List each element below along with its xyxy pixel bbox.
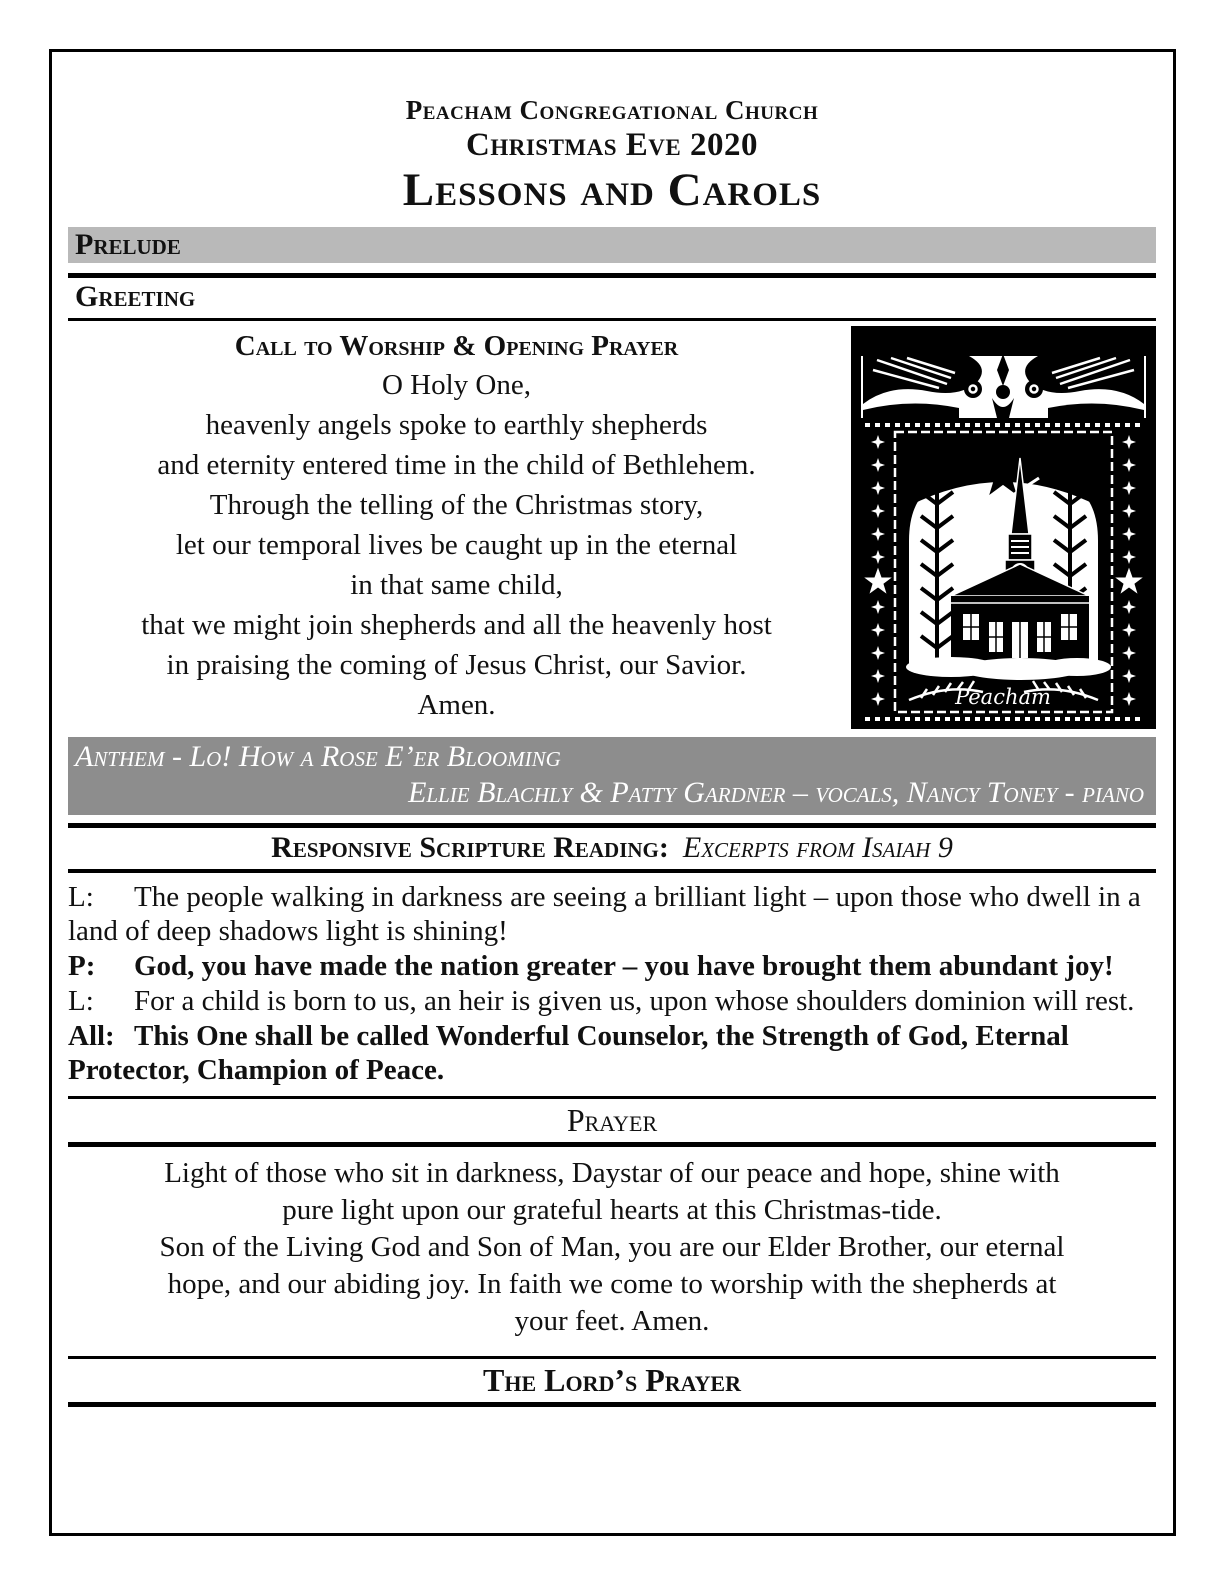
responsive-reading-heading (68, 823, 1156, 873)
call-to-worship-section (68, 326, 851, 729)
responsive-reading-subtitle: Excerpts from Isaiah 9 (682, 831, 953, 864)
responsive-reading-title: Responsive Scripture Reading: (271, 831, 669, 864)
page-title: Lessons and Carols (402, 164, 822, 216)
speaker-label: All: (68, 1020, 115, 1052)
church-papercut-artwork (851, 326, 1156, 729)
reading-text: God, you have made the nation greater – you have brought them abundant joy! (134, 950, 1114, 982)
church-name: Peacham Congregational Church (405, 95, 819, 125)
reading-entry (68, 984, 1156, 1018)
reading-text: This One shall be called Wonderful Counselor, the Strength of God, Eternal Protector, Champion of Peace. (68, 1020, 1069, 1086)
prayer-paragraph: Light of those who sit in darkness, Daystar of our peace and hope, shine with pure light upon our grateful hearts at this Christmas-tide. (164, 1157, 1060, 1226)
section-prayer-heading: Prayer (68, 1096, 1156, 1147)
responsive-reading-body (68, 873, 1156, 1090)
reading-text: The people walking in darkness are seeing a brilliant light – upon those who dwell in a land of deep shadows light is shining! (68, 881, 1141, 947)
event-name: Christmas Eve 2020 (466, 127, 758, 163)
section-lords-prayer: The Lord’s Prayer (68, 1356, 1156, 1407)
call-to-worship-heading: Call to Worship & Opening Prayer (234, 330, 679, 362)
prayer-paragraph: Son of the Living God and Son of Man, you are our Elder Brother, our eternal hope, and our abiding joy. In faith we come to worship with the shepherds at your feet. Amen. (159, 1231, 1065, 1337)
artwork-script-text: Peacham (955, 685, 1051, 709)
anthem-performers: Ellie Blachly & Patty Gardner – vocals, Nancy Toney - piano (408, 776, 1144, 809)
prayer-body (68, 1147, 1156, 1344)
section-anthem (68, 737, 1156, 815)
section-prelude: Prelude (68, 227, 1156, 263)
reading-entry (68, 949, 1156, 983)
speaker-label: P: (68, 950, 96, 982)
reading-text: For a child is born to us, an heir is given us, upon whose shoulders dominion will rest. (134, 985, 1135, 1017)
speaker-label: L: (68, 985, 94, 1017)
program-page (68, 49, 1156, 1407)
speaker-label: L: (68, 881, 94, 913)
call-to-worship-text: O Holy One, heavenly angels spoke to earthly shepherds and eternity entered time in the child of Bethlehem. Through the telling of the Christmas story, let our temporal lives be caught up in the eternal in that same child, that we might join shepherds and all the heavenly host in praising the coming of Jesus Christ, our Savior. Amen. (141, 369, 772, 721)
anthem-title: Anthem - Lo! How a Rose E’er Blooming (75, 740, 561, 773)
reading-entry (68, 1019, 1156, 1087)
title-block (68, 95, 1156, 216)
reading-entry (68, 880, 1156, 948)
section-greeting: Greeting (68, 273, 1156, 321)
call-to-worship-row (68, 326, 1156, 729)
angel-band-icon (861, 354, 1146, 418)
